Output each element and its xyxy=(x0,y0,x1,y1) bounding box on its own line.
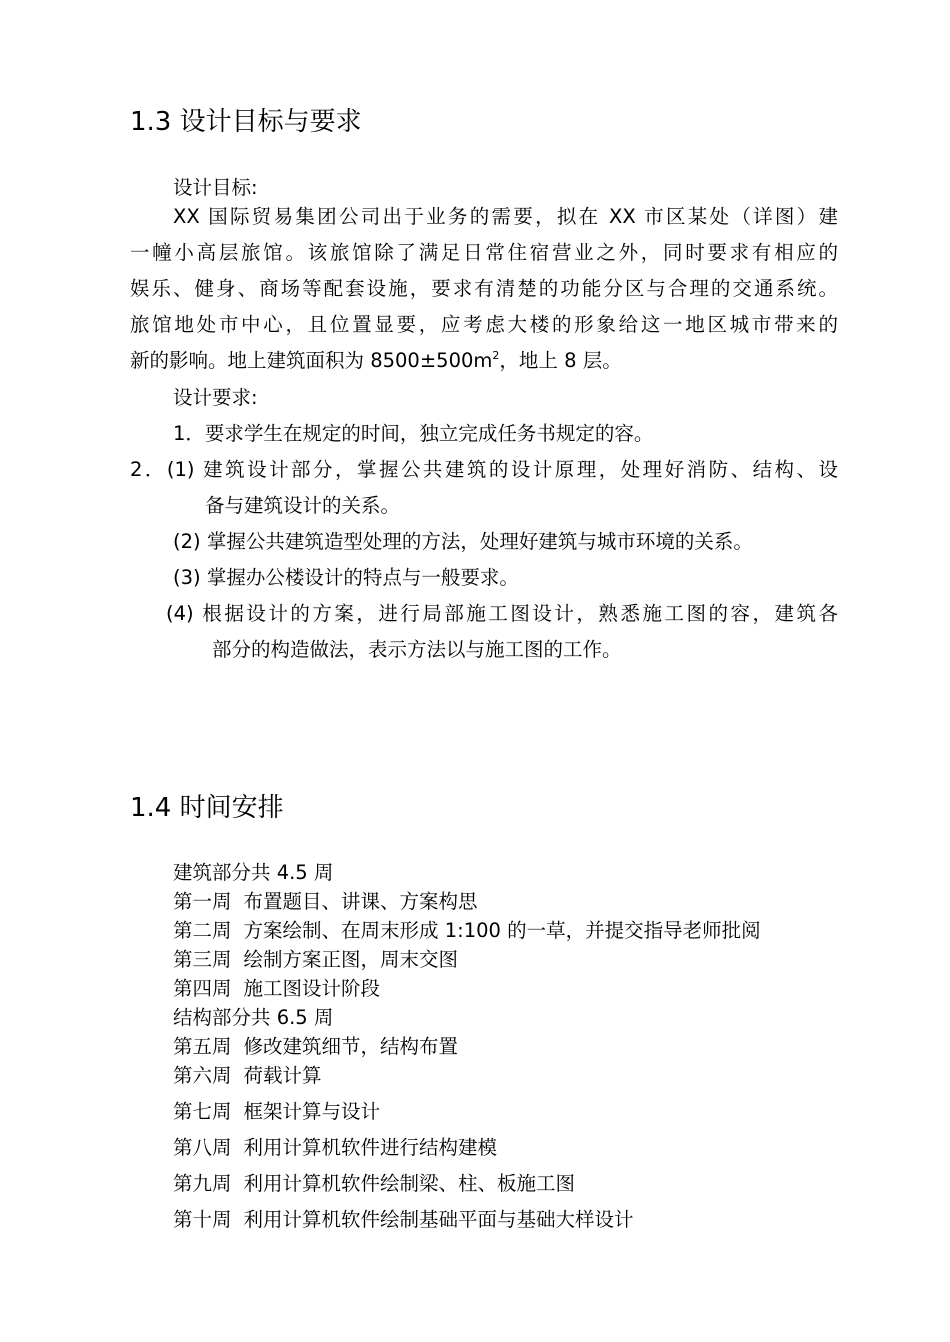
week-label: 第八周 xyxy=(173,1136,232,1159)
goal-paragraph-line: XX 国际贸易集团公司出于业务的需要，拟在 XX 市区某处（详图）建 xyxy=(173,205,838,228)
week-task: 利用计算机软件进行结构建模 xyxy=(243,1136,498,1159)
requirement-2-1: 2．(1) 建筑设计部分，掌握公共建筑的设计原理，处理好消防、结构、设 xyxy=(130,458,838,481)
section-heading-1-4: 1.4 时间安排 xyxy=(130,793,284,823)
goal-floors-text: ，地上 8 层。 xyxy=(499,349,622,372)
week-label: 第六周 xyxy=(173,1064,232,1087)
architecture-total: 建筑部分共 4.5 周 xyxy=(173,861,334,884)
week-label: 第一周 xyxy=(173,890,232,913)
goal-paragraph-line: 一幢小高层旅馆。该旅馆除了满足日常住宿营业之外，同时要求有相应的 xyxy=(130,241,838,264)
week-task: 利用计算机软件绘制基础平面与基础大样设计 xyxy=(243,1208,634,1231)
week-task: 利用计算机软件绘制梁、柱、板施工图 xyxy=(243,1172,576,1195)
requirement-2-4-continuation: 部分的构造做法，表示方法以与施工图的工作。 xyxy=(212,638,622,661)
schedule-row xyxy=(173,1135,497,1161)
requirement-2-3: (3) 掌握办公楼设计的特点与一般要求。 xyxy=(173,566,519,589)
section-heading-1-3: 1.3 设计目标与要求 xyxy=(130,107,362,137)
schedule-row xyxy=(173,1207,634,1233)
week-task: 绘制方案正图，周末交图 xyxy=(243,948,459,971)
week-label: 第五周 xyxy=(173,1035,232,1058)
schedule-row xyxy=(173,976,380,1002)
week-task: 荷载计算 xyxy=(243,1064,322,1087)
schedule-row xyxy=(173,1063,322,1089)
goal-paragraph-line: 娱乐、健身、商场等配套设施，要求有清楚的功能分区与合理的交通系统。 xyxy=(130,277,838,300)
week-label: 第四周 xyxy=(173,977,232,1000)
week-task: 修改建筑细节，结构布置 xyxy=(243,1035,459,1058)
week-task: 施工图设计阶段 xyxy=(243,977,381,1000)
schedule-row xyxy=(173,918,761,944)
goal-area-text: 新的影响。地上建筑面积为 8500±500m xyxy=(130,349,493,372)
week-task: 框架计算与设计 xyxy=(243,1100,381,1123)
schedule-row xyxy=(173,1034,458,1060)
week-task: 布置题目、讲课、方案构思 xyxy=(243,890,478,913)
goal-label: 设计目标: xyxy=(173,176,258,199)
superscript-2: 2 xyxy=(492,349,500,362)
requirements-label: 设计要求: xyxy=(173,386,258,409)
week-label: 第二周 xyxy=(173,919,232,942)
requirement-2-1-continuation: 备与建筑设计的关系。 xyxy=(205,494,401,517)
schedule-row xyxy=(173,1099,380,1125)
requirement-1: 1．要求学生在规定的时间，独立完成任务书规定的容。 xyxy=(173,422,654,445)
week-task: 方案绘制、在周末形成 1:100 的一草，并提交指导老师批阅 xyxy=(243,919,761,942)
schedule-row xyxy=(173,1171,575,1197)
structure-total: 结构部分共 6.5 周 xyxy=(173,1006,334,1029)
week-label: 第九周 xyxy=(173,1172,232,1195)
requirement-2-4: (4) 根据设计的方案，进行局部施工图设计，熟悉施工图的容，建筑各 xyxy=(166,602,838,625)
schedule-row xyxy=(173,889,478,915)
week-label: 第三周 xyxy=(173,948,232,971)
requirement-2-2: (2) 掌握公共建筑造型处理的方法，处理好建筑与城市环境的关系。 xyxy=(173,530,753,553)
week-label: 第十周 xyxy=(173,1208,232,1231)
schedule-row xyxy=(173,947,458,973)
goal-paragraph-last-line xyxy=(130,348,622,374)
week-label: 第七周 xyxy=(173,1100,232,1123)
goal-paragraph-line: 旅馆地处市中心，且位置显要，应考虑大楼的形象给这一地区城市带来的 xyxy=(130,313,838,336)
